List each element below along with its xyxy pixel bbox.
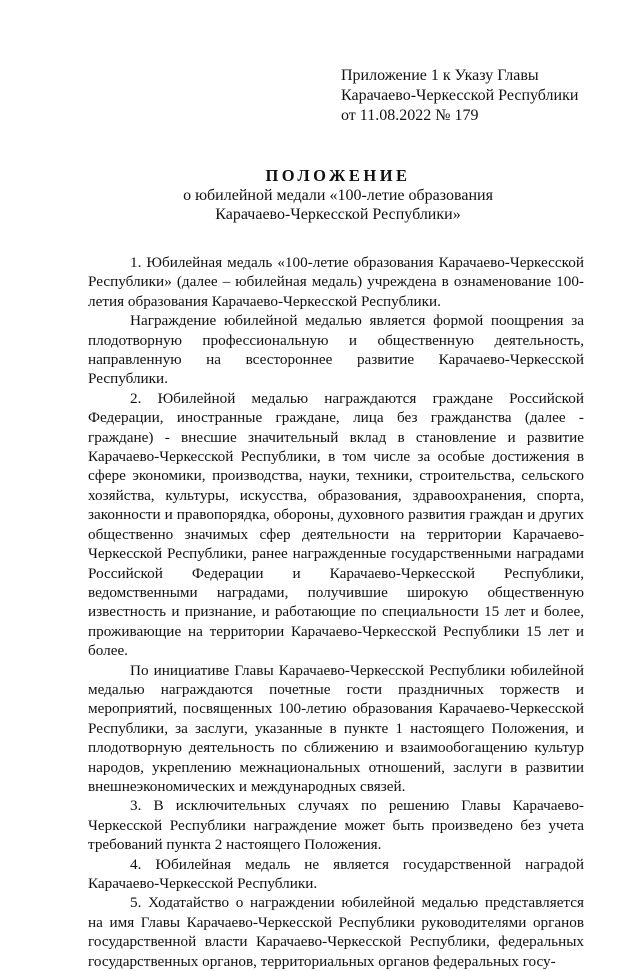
document-subtitle-line-2: Карачаево-Черкесской Республики» [215,206,461,223]
paragraph-7: 5. Ходатайство о награждении юбилейной медалью представляется на имя Главы Карачаево-Черкесской Республики руководителями органов государственной власти Карачаево-Черкесской Республики, федеральных государственных органов, территориальных органов федеральных госу- [88,894,584,970]
annex-line-1: Приложение 1 к Указу Главы [341,67,539,84]
paragraph-5: 3. В исключительных случаях по решению Главы Карачаево-Черкесской Республики награждение может быть произведено без учета требований пункта 2 настоящего Положения. [88,797,584,854]
document-title: ПОЛОЖЕНИЕ [265,166,411,185]
document-heading [88,166,588,225]
annex-line-3: от 11.08.2022 № 179 [341,107,479,124]
paragraph-6: 4. Юбилейная медаль не является государственной наградой Карачаево-Черкесской Республики. [88,855,584,892]
paragraph-2: Награждение юбилейной медалью является формой поощрения за плодотворную профессиональную и общественную деятельность, направленную на всестороннее развитие Карачаево-Черкесской Республики. [88,312,584,388]
annex-line-2: Карачаево-Черкесской Республики [341,87,579,104]
annex-reference [341,66,601,126]
paragraph-1: 1. Юбилейная медаль «100-летие образования Карачаево-Черкесской Республики» (далее – юбилейная медаль) учреждена в ознаменование 100-летия образования Карачаево-Черкесской Республики. [88,254,584,310]
document-body [88,253,584,971]
paragraph-3: 2. Юбилейной медалью награждаются граждане Российской Федерации, иностранные граждане, лица без гражданства (далее - граждане) - внесшие значительный вклад в становление и развитие Карачаево-Черкесской Республики, в том числе за особые достижения в сфере экономики, производства, науки, техники, строительства, сельского хозяйства, культуры, искусства, образования, здравоохранения, спорта, законности и правопорядка, обороны, духовного развития граждан и других общественно значимых сфер деятельности на территории Карачаево-Черкесской Республики, ранее награжденные государственными наградами Российской Федерации и Карачаево-Черкесской Республики, ведомственными наградами, получившие широкую общественную известность и признание, и работающие по специальности 15 лет и более, проживающие на территории Карачаево-Черкесской Республики 15 лет и более. [88,389,584,660]
document-subtitle-line-1: о юбилейной медали «100-летие образования [183,186,493,204]
paragraph-4: По инициативе Главы Карачаево-Черкесской Республики юбилейной медалью награждаются почетные гости праздничных торжеств и мероприятий, посвященных 100-летию образования Карачаево-Черкесской Республики, за заслуги, указанные в пункте 1 настоящего Положения, и плодотворную деятельность по сближению и взаимообогащению культур народов, укреплению межнациональных отношений, заслуги в развитии внешнеэкономических и международных связей. [88,661,584,795]
